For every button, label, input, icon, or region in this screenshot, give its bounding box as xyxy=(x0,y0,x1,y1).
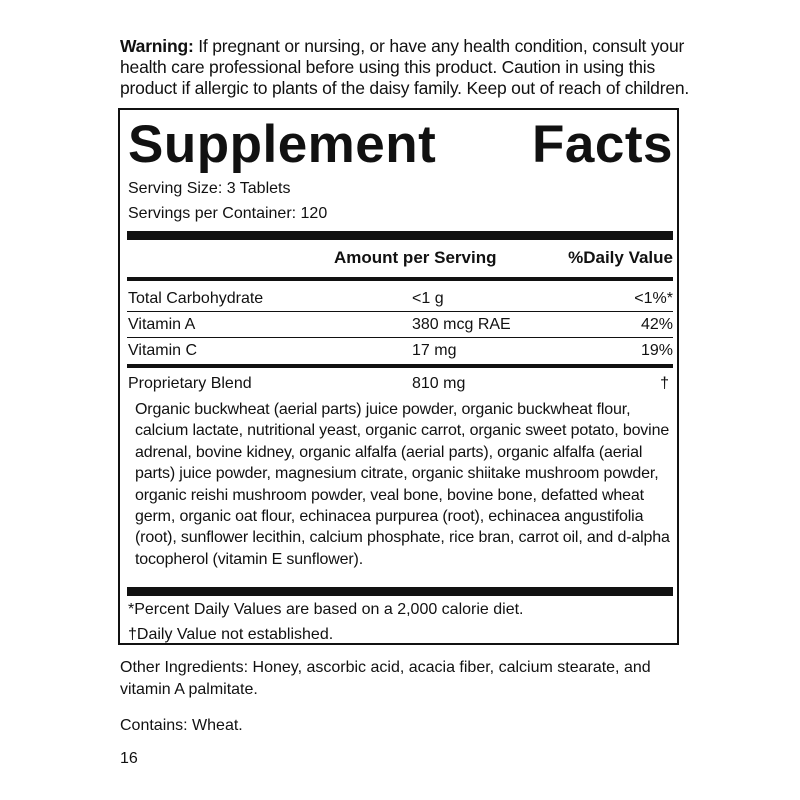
thick-divider xyxy=(127,231,673,240)
row-dv-vitamin-a: 42% xyxy=(640,316,673,333)
footnote-percent-daily-value: *Percent Daily Values are based on a 2,000 calorie diet. xyxy=(128,601,524,618)
page-number: 16 xyxy=(120,750,138,767)
row-divider xyxy=(127,337,673,338)
facts-title-word-2: Facts xyxy=(532,115,673,174)
serving-size: Serving Size: 3 Tablets xyxy=(128,180,291,197)
warning-label: Warning: xyxy=(120,36,194,56)
footnote-dagger: †Daily Value not established. xyxy=(128,626,334,643)
row-dv-total-carbohydrate: <1%* xyxy=(634,290,673,307)
blend-dv: † xyxy=(660,375,669,392)
warning-text: If pregnant or nursing, or have any health condition, consult your health care professional before using this product. Caution in using this product if allergic to plants of the daisy family. Keep out of reach of children. xyxy=(120,36,690,98)
header-divider xyxy=(127,277,673,281)
allergen-statement: Contains: Wheat. xyxy=(120,717,243,734)
header-daily-value: %Daily Value xyxy=(568,248,673,267)
blend-amount: 810 mg xyxy=(412,375,466,392)
row-amount-vitamin-a: 380 mcg RAE xyxy=(412,316,511,333)
warning-paragraph xyxy=(120,36,690,99)
blend-name: Proprietary Blend xyxy=(128,375,252,392)
row-name-vitamin-c: Vitamin C xyxy=(128,342,198,359)
blend-divider xyxy=(127,364,673,368)
row-name-total-carbohydrate: Total Carbohydrate xyxy=(128,290,264,307)
other-ingredients: Other Ingredients: Honey, ascorbic acid, acacia fiber, calcium stearate, and vitamin A palmitate. xyxy=(120,659,651,698)
blend-ingredients: Organic buckwheat (aerial parts) juice powder, organic buckwheat flour, calcium lactate, nutritional yeast, organic carrot, organic sweet potato, bovine adrenal, bovine kidney, organic alfalfa (aerial parts), organic alfalfa (aerial parts) juice powder, magnesium citrate, organic shiitake mushroom powder, organic reishi mushroom powder, veal bone, bovine bone, defatted wheat germ, organic oat flour, echinacea purpurea (root), echinacea angustifolia (root), sunflower lecithin, calcium phosphate, rice bran, carrot oil, and d-alpha tocopherol (vitamin E sunflower). xyxy=(135,401,670,568)
facts-title xyxy=(128,112,673,178)
facts-title-word-1: Supplement xyxy=(128,115,437,174)
row-amount-vitamin-c: 17 mg xyxy=(412,342,457,359)
row-amount-total-carbohydrate: <1 g xyxy=(412,290,444,307)
header-amount-per-serving: Amount per Serving xyxy=(334,248,497,267)
row-name-vitamin-a: Vitamin A xyxy=(128,316,196,333)
servings-per-container: Servings per Container: 120 xyxy=(128,205,328,222)
row-divider xyxy=(127,311,673,312)
supplement-facts-panel xyxy=(118,108,679,645)
row-dv-vitamin-c: 19% xyxy=(640,342,673,359)
footnote-divider xyxy=(127,587,673,596)
